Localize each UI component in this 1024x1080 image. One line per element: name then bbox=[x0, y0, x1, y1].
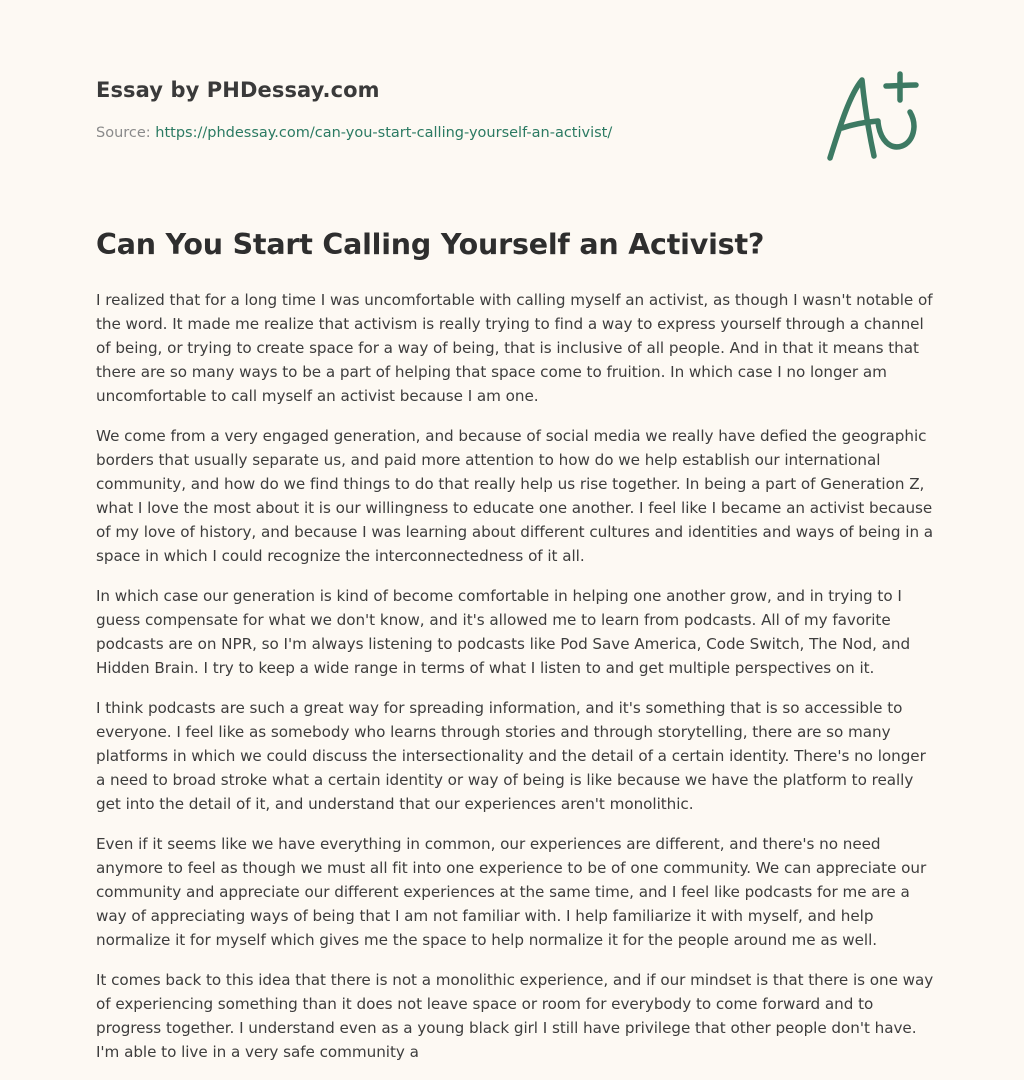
essay-paragraph: We come from a very engaged generation, and because of social media we really have defied the geographic borders that usually separate us, and paid more attention to how do we help establish our international community, and how do we find things to do that really help us rise together. In being a part of Generation Z, what I love the most about it is our willingness to educate one another. I feel like I became an activist because of my love of history, and because I was learning about different cultures and identities and ways of being in a space in which I could recognize the interconnectedness of it all. bbox=[96, 427, 934, 565]
essay-content bbox=[96, 226, 936, 1080]
essay-paragraph: I realized that for a long time I was uncomfortable with calling myself an activist, as though I wasn't notable of the word. It made me realize that activism is really trying to find a way to express yourself through a channel of being, or trying to create space for a way of being, that is inclusive of all people. And in that it means that there are so many ways to be a part of helping that space come to fruition. In which case I no longer am uncomfortable to call myself an activist because I am one. bbox=[96, 291, 933, 405]
source-line bbox=[96, 123, 816, 143]
source-label: Source: bbox=[96, 125, 151, 141]
source-link[interactable]: https://phdessay.com/can-you-start-calling-yourself-an-activist/ bbox=[155, 125, 613, 141]
essay-paragraph: I think podcasts are such a great way for spreading information, and it's something that is so accessible to everyone. I feel like as somebody who learns through stories and through storytelling, there are so many platforms in which we could discuss the intersectionality and the detail of a certain identity. There's no longer a need to broad stroke what a certain identity or way of being is like because we have the platform to really get into the detail of it, and understand that our experiences aren't monolithic. bbox=[96, 699, 926, 813]
a-plus-grade-icon bbox=[820, 66, 930, 166]
essay-paragraph: Even if it seems like we have everything in common, our experiences are different, and there's no need anymore to feel as though we must all fit into one experience to be of one community. We can appreciate our community and appreciate our different experiences at the same time, and I feel like podcasts for me are a way of appreciating ways of being that I am not familiar with. I help familiarize it with myself, and help normalize it for myself which gives me the space to help normalize it for the people around me as well. bbox=[96, 835, 927, 949]
essay-paragraph: In which case our generation is kind of become comfortable in helping one another grow, and in trying to I guess compensate for what we don't know, and it's allowed me to learn from podcasts. All of my favorite podcasts are on NPR, so I'm always listening to podcasts like Pod Save America, Code Switch, The Nod, and Hidden Brain. I try to keep a wide range in terms of what I listen to and get multiple perspectives on it. bbox=[96, 587, 911, 677]
essay-title: Can You Start Calling Yourself an Activist? bbox=[96, 228, 765, 261]
essay-header bbox=[96, 76, 816, 143]
essay-paragraph: It comes back to this idea that there is not a monolithic experience, and if our mindset is that there is one way of experiencing something than it does not leave space or room for everybody to come forward and to progress together. I understand even as a young black girl I still have privilege that other people don't have. I'm able to live in a very safe community a bbox=[96, 971, 934, 1061]
site-brand: Essay by PHDessay.com bbox=[96, 78, 380, 102]
